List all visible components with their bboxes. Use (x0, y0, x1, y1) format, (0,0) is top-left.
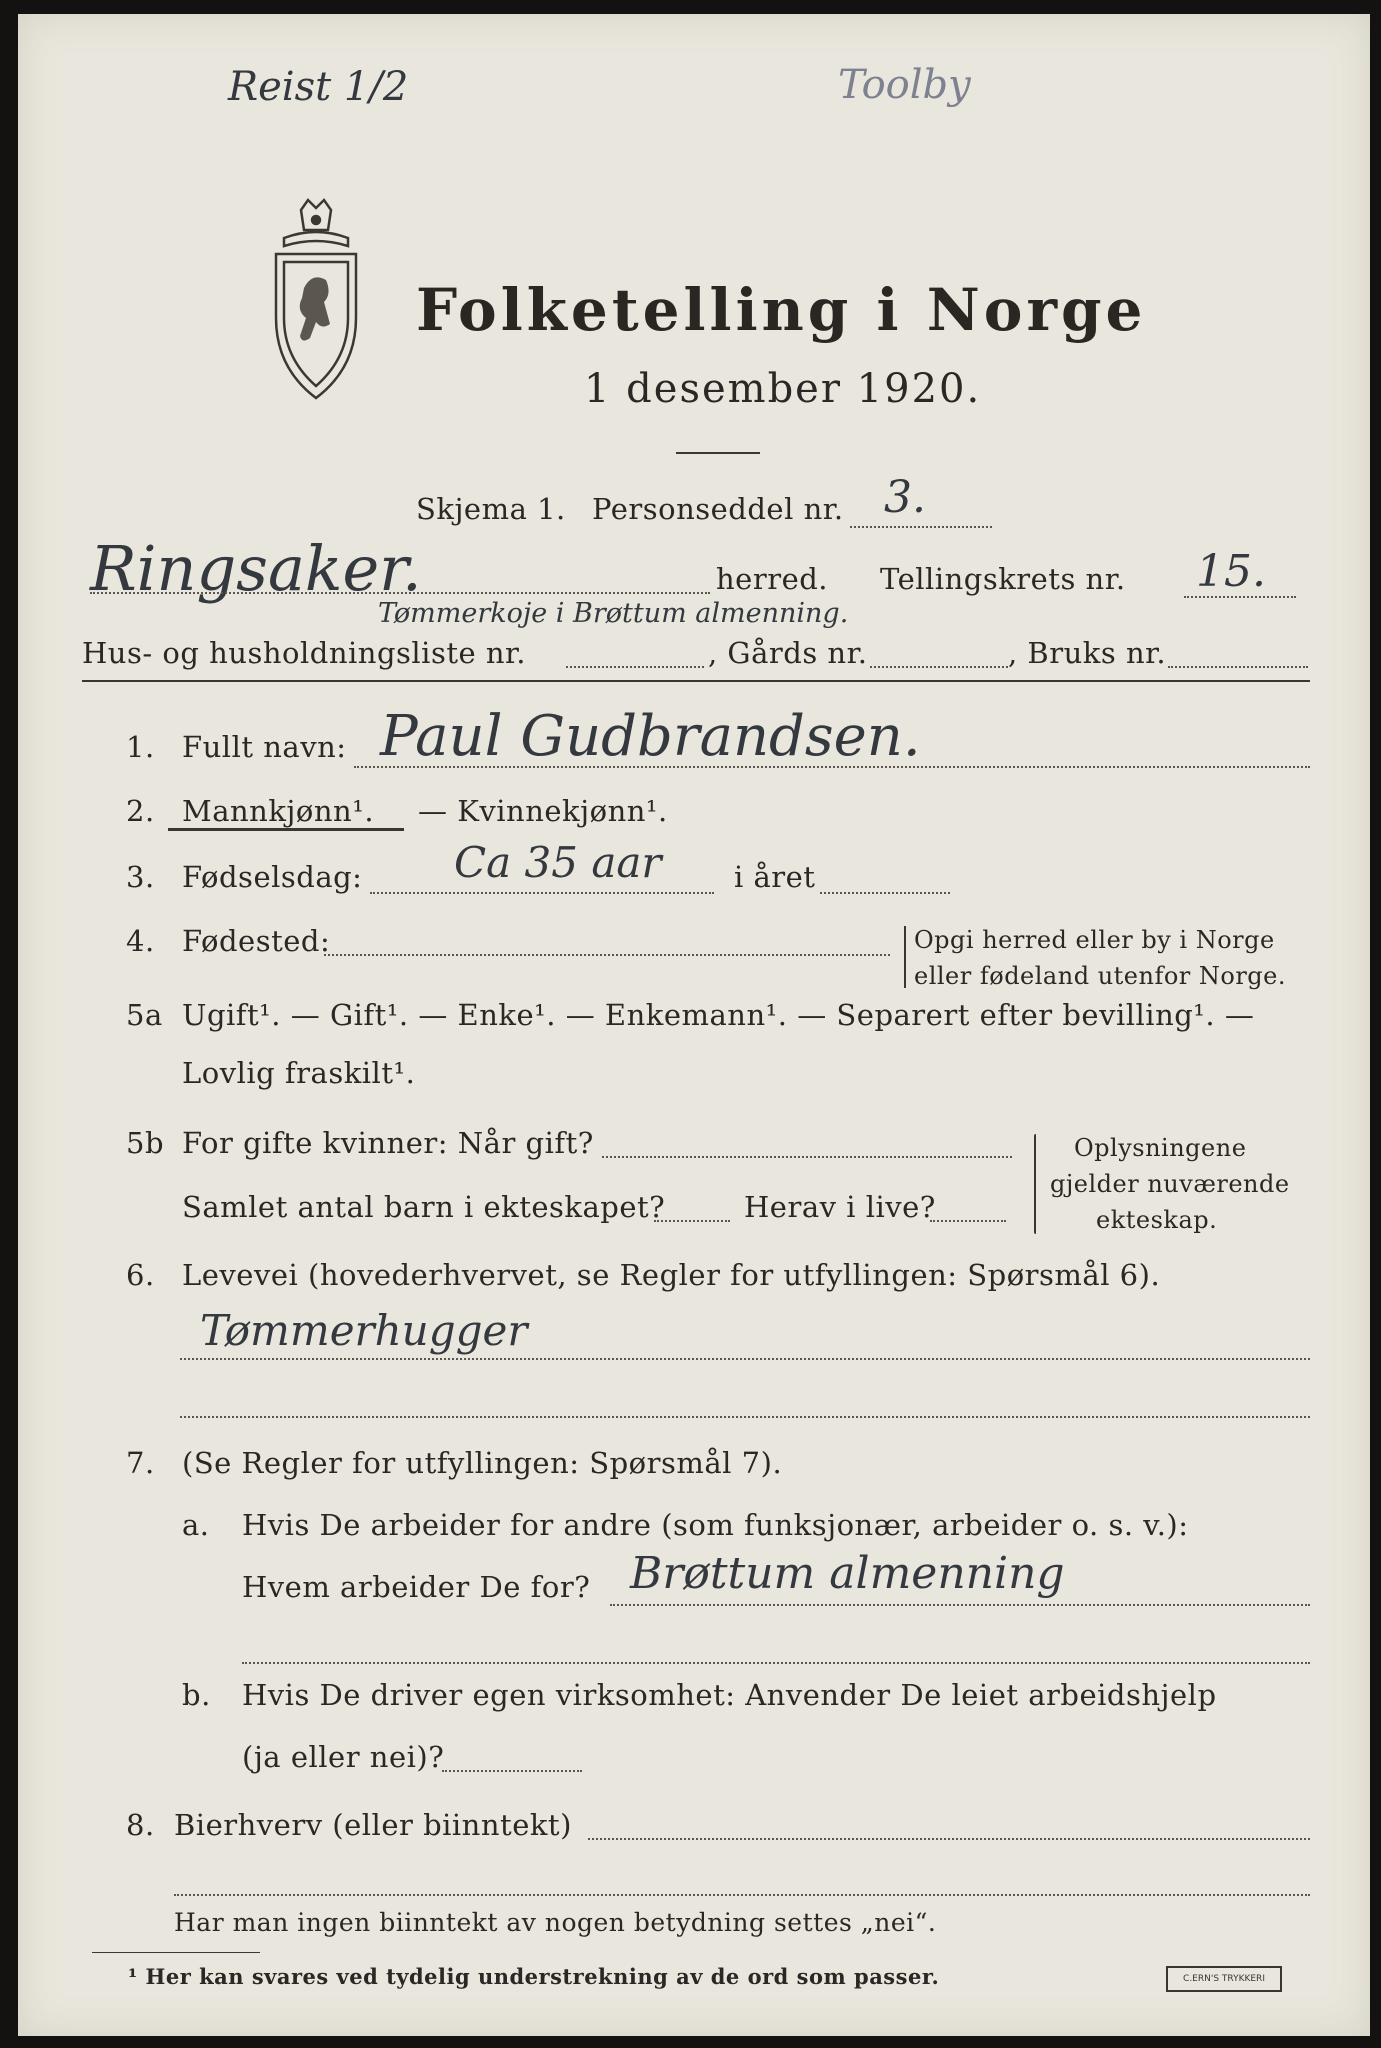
q6-number: 6. (126, 1258, 155, 1292)
q8-note: Har man ingen biinntekt av nogen betydning settes „nei“. (174, 1908, 937, 1937)
handwritten-top-left: Reist 1/2 (228, 64, 409, 110)
personseddel-value: 3. (884, 472, 926, 523)
handwritten-top-right: Toolby (838, 62, 971, 108)
employer-value: Brøttum almenning (630, 1548, 1065, 1599)
birth-value: Ca 35 aar (454, 838, 662, 887)
footnote: ¹ Her kan svares ved tydelig understrekning av de ord som passer. (128, 1964, 940, 1989)
q7a-line-extra (242, 1662, 1310, 1664)
q4-brace (904, 926, 906, 988)
q7-number: 7. (126, 1446, 155, 1480)
q8-number: 8. (126, 1808, 155, 1842)
q5b-note-1: Oplysningene (1074, 1134, 1247, 1162)
q6-label: Levevei (hovederhvervet, se Regler for utfyllingen: Spørsmål 6). (182, 1258, 1161, 1292)
occupation-value: Tømmerhugger (200, 1306, 528, 1355)
footnote-rule (92, 1952, 260, 1953)
q2-underline (168, 828, 404, 831)
q8-line-extra (174, 1894, 1310, 1896)
q7a-line (610, 1604, 1310, 1606)
q3-number: 3. (126, 860, 155, 894)
header-rule (82, 680, 1310, 682)
q3-line (370, 892, 714, 894)
tellingskrets-value: 15. (1196, 546, 1266, 597)
q5b-line2a: Samlet antal barn i ekteskapet? (182, 1190, 666, 1224)
herred-label: herred. (716, 562, 829, 596)
page-title: Folketelling i Norge (416, 276, 1147, 344)
q4-number: 4. (126, 924, 155, 958)
q5b-when-line (602, 1156, 1012, 1158)
q1-label: Fullt navn: (182, 730, 347, 764)
q1-number: 1. (126, 730, 155, 764)
q5b-alive-line (930, 1220, 1006, 1222)
q7a-number: a. (182, 1508, 210, 1542)
q2-male: Mannkjønn¹. (182, 794, 375, 828)
q4-note-2: eller fødeland utenfor Norge. (914, 962, 1287, 990)
hus-label: Hus- og husholdningsliste nr. (82, 636, 526, 670)
q7b-line2: (ja eller nei)? (242, 1740, 445, 1774)
tellingskrets-label: Tellingskrets nr. (880, 562, 1126, 596)
gards-line (870, 666, 1008, 668)
bruks-label: , Bruks nr. (1008, 636, 1167, 670)
coat-of-arms-icon (266, 198, 366, 406)
q4-label: Fødested: (182, 924, 331, 958)
q6-line1 (180, 1358, 1310, 1360)
schema-label: Skjema 1. (416, 492, 566, 526)
gards-label: , Gårds nr. (708, 636, 868, 670)
location-note: Tømmerkoje i Brøttum almenning. (378, 598, 849, 629)
q2-number: 2. (126, 794, 155, 828)
q8-label: Bierhverv (eller biinntekt) (174, 1808, 572, 1842)
q7b-number: b. (182, 1678, 211, 1712)
q5a-number: 5a (126, 998, 163, 1032)
q5b-children-line (654, 1220, 730, 1222)
full-name-value: Paul Gudbrandsen. (380, 704, 921, 769)
bruks-line (1168, 666, 1308, 668)
q5b-line1: For gifte kvinner: Når gift? (182, 1126, 594, 1160)
q6-line2 (180, 1416, 1310, 1418)
herred-value: Ringsaker. (90, 532, 422, 605)
q5b-number: 5b (126, 1126, 165, 1160)
printer-stamp: C.ERN'S TRYKKERI (1166, 1966, 1282, 1992)
q5b-line2b: Herav i live? (744, 1190, 936, 1224)
q2-rest: — Kvinnekjønn¹. (418, 794, 668, 828)
q4-line (324, 954, 890, 956)
q8-line (588, 1838, 1310, 1840)
q3-year-line (820, 892, 950, 894)
q4-note-1: Opgi herred eller by i Norge (914, 926, 1275, 954)
title-rule (676, 452, 760, 454)
q5b-brace (1034, 1134, 1036, 1234)
q5b-note-2: gjelder nuværende (1050, 1170, 1290, 1198)
q7a-line2: Hvem arbeider De for? (242, 1570, 591, 1604)
q7b-line (442, 1770, 582, 1772)
census-date: 1 desember 1920. (584, 366, 982, 412)
q7a-line1: Hvis De arbeider for andre (som funksjonær, arbeider o. s. v.): (242, 1508, 1189, 1542)
census-form (18, 14, 1370, 2036)
q5a-line1: Ugift¹. — Gift¹. — Enke¹. — Enkemann¹. — Separert efter bevilling¹. — (182, 998, 1255, 1032)
personseddel-line (850, 526, 992, 528)
personseddel-label: Personseddel nr. (592, 492, 844, 526)
q3-suffix: i året (734, 860, 816, 894)
hus-line (566, 666, 704, 668)
q5b-note-3: ekteskap. (1096, 1206, 1218, 1234)
q3-label: Fødselsdag: (182, 860, 363, 894)
q7b-line1: Hvis De driver egen virksomhet: Anvender De leiet arbeidshjelp (242, 1678, 1217, 1712)
q5a-line2: Lovlig fraskilt¹. (182, 1056, 416, 1090)
herred-line (90, 592, 710, 594)
q7-label: (Se Regler for utfyllingen: Spørsmål 7). (182, 1446, 783, 1480)
